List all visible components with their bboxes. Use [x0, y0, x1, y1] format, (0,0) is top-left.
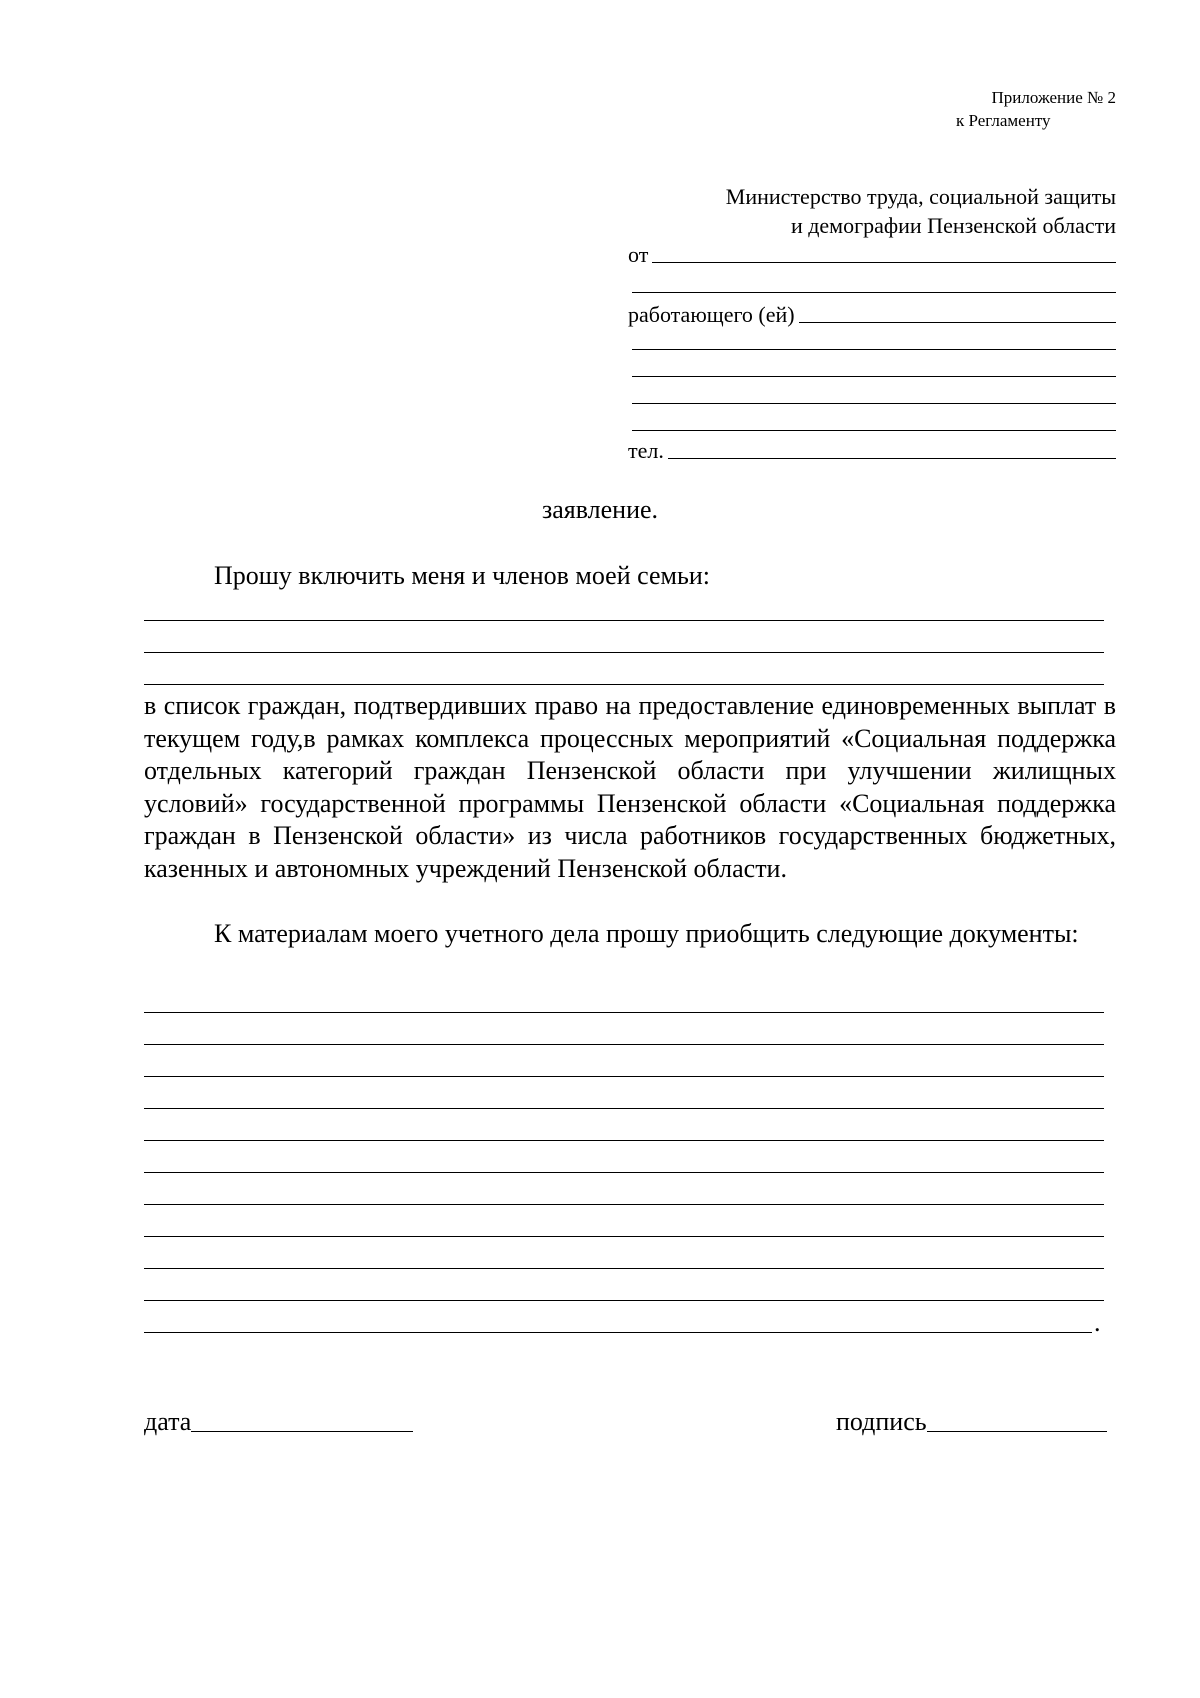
appendix-note — [956, 86, 1116, 132]
working-blank-line-4[interactable] — [632, 403, 1116, 404]
from-blank-line-2[interactable] — [632, 292, 1116, 293]
documents-end-mark: . — [1094, 1308, 1101, 1337]
working-blank[interactable] — [799, 321, 1116, 323]
working-blank-line-3[interactable] — [632, 376, 1116, 377]
documents-blank-line-3[interactable] — [144, 1076, 1104, 1077]
phone-field[interactable] — [628, 436, 1116, 462]
phone-blank[interactable] — [668, 457, 1116, 459]
addressee-line-2: и демографии Пензенской области — [790, 213, 1116, 238]
documents-blank-line-5[interactable] — [144, 1140, 1104, 1141]
documents-blank-line-11[interactable] — [144, 1332, 1092, 1333]
documents-blank-line-9[interactable] — [144, 1268, 1104, 1269]
main-paragraph: в список граждан, подтвердивших право на предоставление единовременных выплат в текущем году,в рамках комплекса процессных мероприятий «Социальная поддержка отдельных категорий граждан Пензенской области при улучшении жилищных условий» государственной программы Пензенской области «Социальная поддержка граждан в Пензенской области» из числа работников государственных бюджетных, казенных и автономных учреждений Пензенской области. — [144, 691, 1116, 883]
document-title: заявление. — [541, 495, 659, 524]
documents-blank-line-10[interactable] — [144, 1300, 1104, 1301]
signature-field[interactable] — [836, 1404, 1107, 1436]
date-label: дата — [144, 1407, 192, 1436]
signature-blank[interactable] — [927, 1430, 1107, 1432]
documents-paragraph: К материалам моего учетного дела прошу приобщить следующие документы: — [214, 919, 1079, 948]
working-label: работающего (ей) — [628, 302, 795, 327]
addressee-block — [620, 182, 1116, 240]
documents-blank-line-8[interactable] — [144, 1236, 1104, 1237]
date-field[interactable] — [144, 1404, 413, 1436]
appendix-number: Приложение № 2 — [991, 88, 1116, 107]
appendix-reference: к Регламенту — [956, 111, 1051, 130]
family-blank-line-2[interactable] — [144, 652, 1104, 653]
documents-blank-line-7[interactable] — [144, 1204, 1104, 1205]
documents-blank-line-6[interactable] — [144, 1172, 1104, 1173]
request-text: Прошу включить меня и членов моей семьи: — [214, 561, 710, 590]
working-field[interactable] — [628, 300, 1116, 326]
documents-blank-line-4[interactable] — [144, 1108, 1104, 1109]
from-field[interactable] — [628, 240, 1116, 266]
date-blank[interactable] — [191, 1430, 413, 1432]
family-blank-line-1[interactable] — [144, 620, 1104, 621]
working-blank-line-2[interactable] — [632, 349, 1116, 350]
documents-blank-line-1[interactable] — [144, 1012, 1104, 1013]
addressee-line-1: Министерство труда, социальной защиты — [725, 184, 1116, 209]
from-blank[interactable] — [652, 261, 1116, 263]
phone-label: тел. — [628, 438, 664, 463]
working-blank-line-5[interactable] — [632, 430, 1116, 431]
signature-label: подпись — [836, 1407, 927, 1436]
from-label: от — [628, 242, 649, 267]
family-blank-line-3[interactable] — [144, 684, 1104, 685]
documents-blank-line-2[interactable] — [144, 1044, 1104, 1045]
